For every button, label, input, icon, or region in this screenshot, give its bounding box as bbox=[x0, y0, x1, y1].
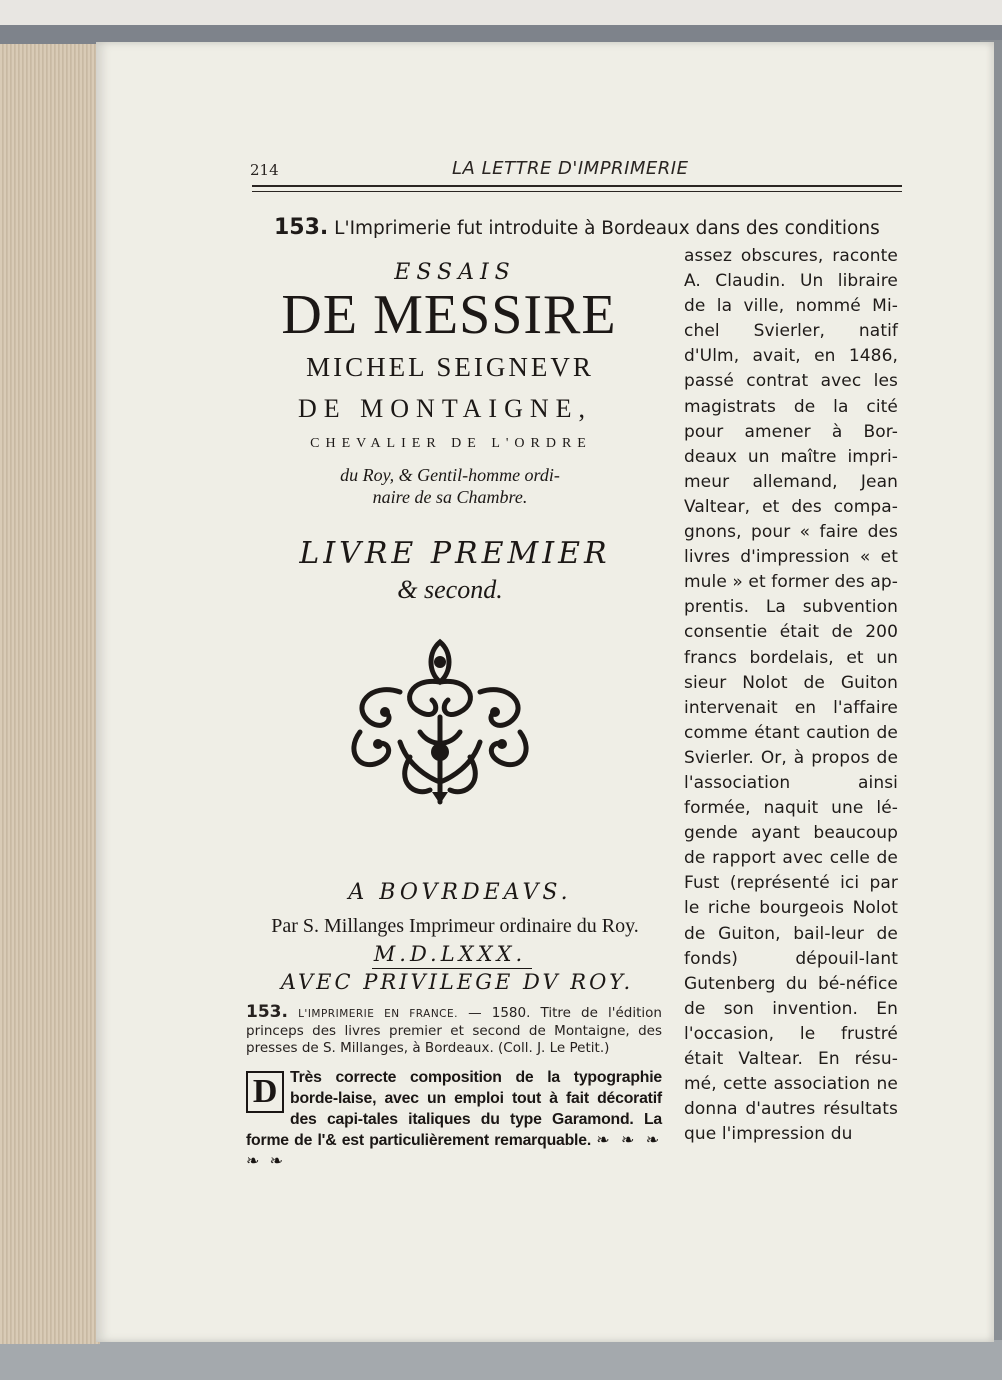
caption-label: L'IMPRIMERIE EN FRANCE. bbox=[298, 1008, 458, 1020]
header-rule-thin bbox=[252, 191, 902, 192]
tp-roy-line1: du Roy, & Gentil-homme ordi- bbox=[340, 465, 560, 485]
tp-roy-line2: naire de sa Chambre. bbox=[372, 487, 528, 507]
note-text: Très correcte composition de la typographie borde-laise, avec un emploi tout à fait décoratif des capi-tales italiques du type Garamond. La forme de l'& est particulièrement remarquable. bbox=[246, 1069, 662, 1149]
tp-de-messire: DE MESSIRE bbox=[281, 284, 617, 346]
page-stack-edge bbox=[0, 44, 100, 1344]
caption-text: — 1580. Titre de l'édition princeps des livres premier et second de Montaigne, des presses de S. Millanges, à Bordeaux. (Coll. J. Le Petit.) bbox=[246, 1005, 662, 1056]
caption-number: 153. bbox=[246, 1002, 288, 1022]
fleurons-icon: ❧ ❧ ❧ ❧ ❧ bbox=[246, 1132, 662, 1170]
lead-number: 153. bbox=[274, 215, 329, 240]
tp-michel: MICHEL SEIGNEVR bbox=[306, 352, 594, 382]
tp-date-rule bbox=[372, 968, 532, 969]
tp-roy bbox=[300, 464, 600, 508]
tp-second: & second. bbox=[397, 575, 503, 604]
running-title: LA LETTRE D'IMPRIMERIE bbox=[452, 158, 689, 179]
tp-livre: LIVRE PREMIER bbox=[299, 536, 611, 571]
lead-text: L'Imprimerie fut introduite à Bordeaux dans des conditions bbox=[334, 218, 880, 239]
drop-cap: D bbox=[246, 1071, 284, 1113]
tp-millanges: Par S. Millanges Imprimeur ordinaire du Roy. bbox=[271, 915, 639, 937]
page-number: 214 bbox=[250, 161, 279, 179]
commentary-note bbox=[246, 1067, 662, 1172]
tp-montaigne: DE MONTAIGNE, bbox=[298, 394, 592, 423]
header-rule bbox=[252, 185, 902, 187]
tp-privilege: AVEC PRIVILEGE DV ROY. bbox=[280, 970, 634, 994]
tp-date: M.D.LXXX. bbox=[373, 942, 527, 966]
tp-essais: ESSAIS bbox=[394, 260, 516, 285]
body-column: assez obscures, raconte A. Claudin. Un libraire de la ville, nommé Mi-chel Svierler, natif d'Ulm, avait, en 1486, passé contrat avec les magistrats de la cité pour amener à Bor-deaux un maître impri-meur allemand, Jean Valtear, et des compa-gnons, pour « faire des livres d'impression « et mule » et former des ap-prentis. La subvention consentie était de 200 francs bordelais, et un sieur Nolot de Guiton intervenait en l'affaire comme étant caution de Svierler. Or, à propos de l'association ainsi formée, naquit une lé-gende ayant beaucoup de rapport avec celle de Fust (représenté ici par le riche bourgeois Nolot de Guiton, bail-leur de fonds) dépouil-lant Gutenberg du bé-néfice de son invention. En l'occasion, le frustré était Valtear. En résu-mé, cette association ne donna d'autres résultats que l'impression du bbox=[684, 246, 898, 1145]
printers-ornament-icon bbox=[340, 632, 540, 808]
figure-caption bbox=[246, 1004, 662, 1057]
tp-chevalier: CHEVALIER DE L'ORDRE bbox=[310, 436, 592, 451]
tp-bourdeaus: A BOVRDEAVS. bbox=[348, 880, 572, 905]
lead-paragraph bbox=[274, 215, 914, 240]
book-cover-bottom bbox=[0, 1340, 1002, 1380]
